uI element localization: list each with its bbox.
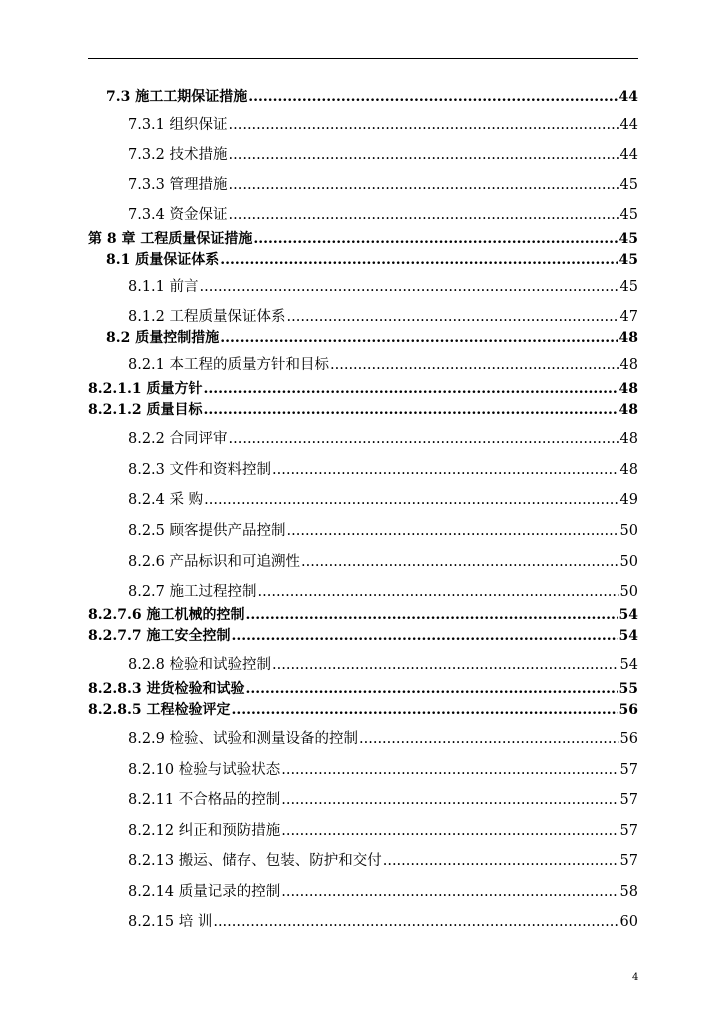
toc-entry[interactable] bbox=[128, 822, 638, 840]
toc-leader-dots bbox=[253, 230, 617, 248]
toc-leader-dots bbox=[231, 701, 617, 719]
toc-entry-page: 60 bbox=[619, 914, 638, 930]
toc-leader-dots bbox=[281, 883, 618, 901]
toc-entry-page: 44 bbox=[618, 89, 638, 105]
toc-leader-dots bbox=[220, 251, 617, 269]
toc-entry-title: 8.2.8 检验和试验控制 bbox=[128, 657, 272, 673]
toc-leader-dots bbox=[287, 522, 619, 540]
toc-entry-title: 7.3 施工工期保证措施 bbox=[106, 89, 248, 105]
toc-entry-title: 8.1.1 前言 bbox=[128, 279, 199, 295]
toc-leader-dots bbox=[281, 822, 618, 840]
toc-entry-title: 7.3.1 组织保证 bbox=[128, 117, 228, 133]
toc-entry-title: 8.2.15 培 训 bbox=[128, 914, 213, 930]
toc-entry-page: 48 bbox=[618, 330, 638, 346]
toc-entry-title: 8.2.7.6 施工机械的控制 bbox=[88, 607, 245, 623]
toc-leader-dots bbox=[204, 491, 618, 509]
toc-leader-dots bbox=[248, 88, 617, 106]
toc-entry[interactable] bbox=[128, 461, 638, 479]
toc-entry[interactable] bbox=[128, 761, 638, 779]
toc-leader-dots bbox=[272, 461, 619, 479]
toc-entry[interactable] bbox=[106, 251, 638, 269]
toc-entry-page: 57 bbox=[619, 823, 638, 839]
toc-entry-page: 54 bbox=[618, 607, 638, 623]
toc-entry-page: 57 bbox=[619, 762, 638, 778]
toc-leader-dots bbox=[272, 656, 619, 674]
toc-entry-title: 8.2.13 搬运、储存、包装、防护和交付 bbox=[128, 853, 382, 869]
toc-entry[interactable] bbox=[128, 116, 638, 134]
toc-entry[interactable] bbox=[128, 278, 638, 296]
toc-entry-page: 48 bbox=[619, 431, 638, 447]
toc-entry[interactable] bbox=[88, 401, 638, 419]
toc-entry-title: 7.3.3 管理措施 bbox=[128, 177, 228, 193]
toc-entry-title: 第 8 章 工程质量保证措施 bbox=[88, 231, 253, 247]
toc-entry[interactable] bbox=[106, 329, 638, 347]
toc-entry-title: 8.2.8.5 工程检验评定 bbox=[88, 702, 231, 718]
toc-entry-page: 50 bbox=[619, 584, 638, 600]
toc-leader-dots bbox=[229, 430, 619, 448]
toc-entry-page: 45 bbox=[619, 177, 638, 193]
toc-entry-title: 8.2 质量控制措施 bbox=[106, 330, 220, 346]
toc-leader-dots bbox=[229, 176, 619, 194]
toc-entry-page: 44 bbox=[619, 117, 638, 133]
toc-entry-page: 54 bbox=[618, 628, 638, 644]
toc-entry[interactable] bbox=[128, 553, 638, 571]
toc-entry-page: 48 bbox=[619, 462, 638, 478]
page-number: 4 bbox=[632, 972, 639, 983]
toc-entry-page: 54 bbox=[619, 657, 638, 673]
toc-entry-title: 7.3.2 技术措施 bbox=[128, 147, 228, 163]
toc-entry[interactable] bbox=[128, 883, 638, 901]
toc-entry-title: 8.2.4 采 购 bbox=[128, 492, 204, 508]
toc-entry-page: 48 bbox=[619, 357, 638, 373]
toc-entry[interactable] bbox=[128, 430, 638, 448]
toc-entry-page: 57 bbox=[619, 853, 638, 869]
toc-entry-title: 8.2.14 质量记录的控制 bbox=[128, 884, 281, 900]
toc-entry[interactable] bbox=[128, 146, 638, 164]
toc-leader-dots bbox=[287, 308, 619, 326]
toc-entry-title: 8.2.12 纠正和预防措施 bbox=[128, 823, 281, 839]
toc-leader-dots bbox=[359, 730, 619, 748]
toc-entry-title: 8.1 质量保证体系 bbox=[106, 252, 220, 268]
toc-leader-dots bbox=[258, 583, 619, 601]
toc-leader-dots bbox=[213, 913, 618, 931]
toc-entry[interactable] bbox=[88, 380, 638, 398]
toc-entry-title: 8.2.10 检验与试验状态 bbox=[128, 762, 281, 778]
toc-leader-dots bbox=[245, 680, 617, 698]
toc-entry-title: 8.2.8.3 进货检验和试验 bbox=[88, 681, 245, 697]
toc-entry-page: 50 bbox=[619, 554, 638, 570]
toc-entry-title: 8.2.1 本工程的质量方针和目标 bbox=[128, 357, 330, 373]
toc-entry-page: 45 bbox=[619, 279, 638, 295]
toc-leader-dots bbox=[200, 278, 619, 296]
toc-entry[interactable] bbox=[128, 308, 638, 326]
toc-entry-title: 8.2.7 施工过程控制 bbox=[128, 584, 257, 600]
toc-entry[interactable] bbox=[128, 656, 638, 674]
toc-leader-dots bbox=[245, 606, 617, 624]
toc-entry-title: 8.2.5 顾客提供产品控制 bbox=[128, 523, 286, 539]
toc-leader-dots bbox=[383, 852, 619, 870]
toc-entry[interactable] bbox=[128, 206, 638, 224]
toc-entry-page: 56 bbox=[619, 731, 638, 747]
toc-entry-page: 57 bbox=[619, 792, 638, 808]
toc-entry-page: 48 bbox=[618, 381, 638, 397]
toc-leader-dots bbox=[330, 356, 619, 374]
toc-entry[interactable] bbox=[88, 627, 638, 645]
toc-leader-dots bbox=[281, 761, 618, 779]
toc-leader-dots bbox=[203, 401, 617, 419]
toc-entry[interactable] bbox=[128, 356, 638, 374]
toc-entry-title: 8.2.3 文件和资料控制 bbox=[128, 462, 272, 478]
toc-entry-title: 8.1.2 工程质量保证体系 bbox=[128, 309, 286, 325]
toc-entry[interactable] bbox=[128, 522, 638, 540]
toc-entry-page: 56 bbox=[618, 702, 638, 718]
toc-leader-dots bbox=[229, 116, 619, 134]
toc-leader-dots bbox=[301, 553, 619, 571]
toc-leader-dots bbox=[231, 627, 617, 645]
toc-entry[interactable] bbox=[106, 88, 638, 106]
toc-entry-page: 45 bbox=[618, 252, 638, 268]
toc-entry-page: 50 bbox=[619, 523, 638, 539]
toc-entry[interactable] bbox=[128, 791, 638, 809]
toc-entry[interactable] bbox=[88, 230, 638, 248]
toc-entry-title: 8.2.1.1 质量方针 bbox=[88, 381, 203, 397]
toc-entry[interactable] bbox=[128, 730, 638, 748]
toc-entry-title: 8.2.9 检验、试验和测量设备的控制 bbox=[128, 731, 359, 747]
toc-entry-title: 8.2.11 不合格品的控制 bbox=[128, 792, 281, 808]
toc-leader-dots bbox=[229, 146, 619, 164]
toc-leader-dots bbox=[281, 791, 618, 809]
toc-entry-title: 8.2.7.7 施工安全控制 bbox=[88, 628, 231, 644]
toc-entry-page: 47 bbox=[619, 309, 638, 325]
toc-entry-page: 55 bbox=[618, 681, 638, 697]
toc-entry[interactable] bbox=[88, 606, 638, 624]
toc-leader-dots bbox=[220, 329, 617, 347]
toc-entry-title: 7.3.4 资金保证 bbox=[128, 207, 228, 223]
toc-entry[interactable] bbox=[128, 852, 638, 870]
toc-entry[interactable] bbox=[88, 680, 638, 698]
toc-leader-dots bbox=[203, 380, 617, 398]
toc-entry-page: 44 bbox=[619, 147, 638, 163]
toc-entry[interactable] bbox=[88, 701, 638, 719]
header-rule bbox=[88, 58, 638, 59]
toc-entry[interactable] bbox=[128, 491, 638, 509]
toc-entry-page: 49 bbox=[619, 492, 638, 508]
toc-entry[interactable] bbox=[128, 583, 638, 601]
toc-entry-page: 48 bbox=[618, 402, 638, 418]
toc-entry-title: 8.2.1.2 质量目标 bbox=[88, 402, 203, 418]
toc-entry[interactable] bbox=[128, 913, 638, 931]
toc-entry-title: 8.2.6 产品标识和可追溯性 bbox=[128, 554, 301, 570]
toc-entry-title: 8.2.2 合同评审 bbox=[128, 431, 228, 447]
toc-entry-page: 58 bbox=[619, 884, 638, 900]
toc-entry[interactable] bbox=[128, 176, 638, 194]
toc-leader-dots bbox=[229, 206, 619, 224]
toc-entry-page: 45 bbox=[619, 207, 638, 223]
toc-entry-page: 45 bbox=[618, 231, 638, 247]
